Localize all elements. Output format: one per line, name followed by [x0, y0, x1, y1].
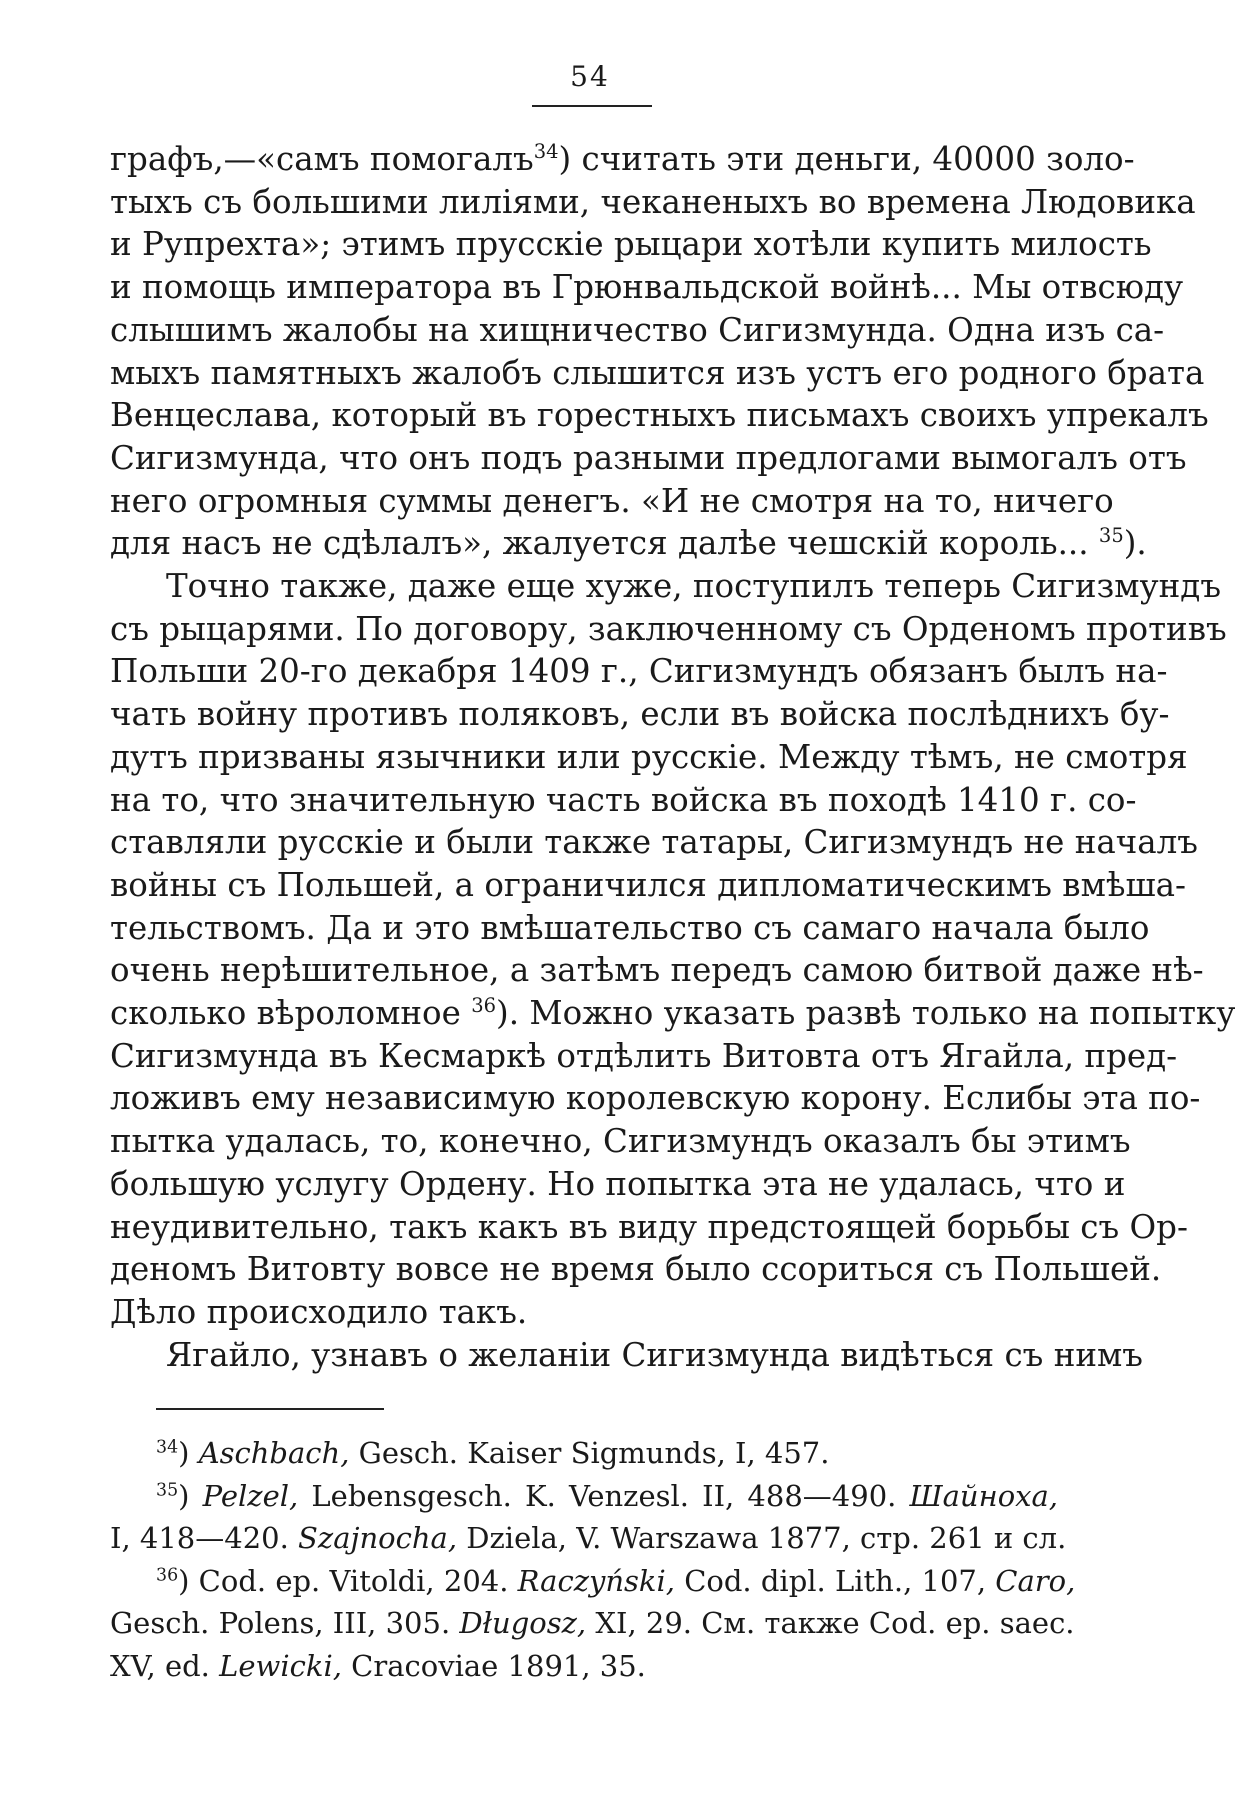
footnote-35	[110, 1475, 1067, 1560]
text-line: Дѣло происходило такъ.	[110, 1292, 528, 1331]
page-number-rule	[532, 105, 652, 107]
text-line: на то, что значительную часть войска въ походѣ 1410 г. со-	[110, 780, 1137, 819]
text-line: мыхъ памятныхъ жалобъ слышится изъ устъ его родного брата	[110, 353, 1205, 392]
text-line: войны съ Польшей, а ограничился дипломатическимъ вмѣша-	[110, 865, 1187, 904]
author-name: Pelzel,	[202, 1478, 299, 1513]
text-line: тельствомъ. Да и это вмѣшательство съ самаго начала было	[110, 908, 1150, 947]
footnote-34	[110, 1432, 1058, 1475]
main-text	[110, 138, 1235, 1376]
footnote-ref-36: 36	[471, 994, 497, 1018]
footnote-36	[110, 1560, 1076, 1688]
text-line: и Рупрехта»; этимъ прусскіе рыцари хотѣли купить милость	[110, 225, 1152, 264]
text-line: $^{36}$) Cod. ep. Vitoldi, 204. Raczyński, Cod. dipl. Lith., 107, Caro,	[156, 1563, 1076, 1598]
footnote-mark: 36	[156, 1564, 179, 1585]
text-line: большую услугу Ордену. Но попытка эта не удалась, что и	[110, 1164, 1126, 1203]
text-line: Венцеслава, который въ горестныхъ письмахъ своихъ упрекалъ	[110, 396, 1209, 435]
text-line: слышимъ жалобы на хищничество Сигизмунда. Одна изъ са-	[110, 310, 1165, 349]
footnote-rule	[156, 1408, 384, 1410]
text-line: очень нерѣшительное, а затѣмъ передъ самою битвой даже нѣ-	[110, 951, 1204, 990]
text-line: съ рыцарями. По договору, заключенному съ Орденомъ противъ	[110, 609, 1227, 648]
footnote-mark: 35	[156, 1479, 179, 1500]
text-line: ложивъ ему независимую королевскую корону. Еслибы эта по-	[110, 1079, 1201, 1118]
footnote-ref-34: 34	[533, 140, 559, 164]
text-line: чать войну противъ поляковъ, если въ войска послѣднихъ бу-	[110, 695, 1170, 734]
text-line: графъ,—«самъ помогалъ$^{34}$) считать эти деньги, 40000 золо-	[110, 140, 1135, 178]
text-line: Ягайло, узнавъ о желаніи Сигизмунда видѣться съ нимъ	[166, 1335, 1143, 1374]
footnotes	[110, 1432, 1076, 1687]
footnote-ref-35: 35	[1098, 524, 1124, 548]
text-line: Точно также, даже еще хуже, поступилъ теперь Сигизмундъ	[166, 567, 1221, 606]
author-name: Raczyński,	[517, 1563, 675, 1598]
text-line: неудивительно, такъ какъ въ виду предстоящей борьбы съ Ор-	[110, 1207, 1188, 1246]
text-line: $^{35}$) Pelzel, Lebensgesch. K. Venzesl. II, 488—490. Шайноха,	[156, 1478, 1059, 1513]
text-line: XV, ed. Lewicki, Cracoviae 1891, 35.	[110, 1648, 646, 1683]
text-line: пытка удалась, то, конечно, Сигизмундъ оказалъ бы этимъ	[110, 1122, 1131, 1161]
text-line: дутъ призваны язычники или русскіе. Между тѣмъ, не смотря	[110, 737, 1188, 776]
author-name: Długosz,	[459, 1606, 587, 1640]
author-name: Szajnocha,	[298, 1521, 458, 1555]
text-line: Сигизмунда въ Кесмаркѣ отдѣлить Витовта отъ Ягайла, пред-	[110, 1036, 1178, 1075]
text-line: Сигизмунда, что онъ подъ разными предлогами вымогалъ отъ	[110, 438, 1187, 477]
text-line: и помощь императора въ Грюнвальдской войнѣ... Мы отвсюду	[110, 268, 1184, 307]
author-name: Aschbach,	[198, 1436, 350, 1470]
text-line: Польши 20-го декабря 1409 г., Сигизмундъ обязанъ былъ на-	[110, 652, 1168, 691]
text-line: ставляли русскіе и были также татары, Сигизмундъ не началъ	[110, 823, 1198, 862]
text-line: I, 418—420. Szajnocha, Dziela, V. Warszawa 1877, стр. 261 и сл.	[110, 1521, 1067, 1555]
text-line: тыхъ съ большими лиліями, чеканеныхъ во времена Людовика	[110, 182, 1196, 221]
author-name: Шайноха,	[909, 1478, 1059, 1513]
text-line: $^{34}$) Aschbach, Gesch. Kaiser Sigmunds, I, 457.	[156, 1436, 830, 1470]
page-number: 54	[570, 60, 610, 93]
text-line: сколько вѣроломное $^{36}$). Можно указать развѣ только на попытку	[110, 994, 1235, 1033]
text-line: него огромныя суммы денегъ. «И не смотря на то, ничего	[110, 481, 1114, 520]
paragraph-2	[110, 565, 1235, 1334]
text-line: Gesch. Polens, III, 305. Długosz, XI, 29. См. также Cod. ep. saec.	[110, 1606, 1075, 1640]
paragraph-3	[110, 1334, 1143, 1377]
text-line: деномъ Витовту вовсе не время было ссориться съ Польшей.	[110, 1250, 1162, 1289]
footnote-mark: 34	[156, 1437, 179, 1458]
text-line: для насъ не сдѣлалъ», жалуется далѣе чешскій король... $^{35}$).	[110, 524, 1147, 563]
paragraph-1	[110, 138, 1209, 565]
author-name: Lewicki,	[219, 1648, 342, 1683]
author-name: Caro,	[995, 1563, 1076, 1598]
